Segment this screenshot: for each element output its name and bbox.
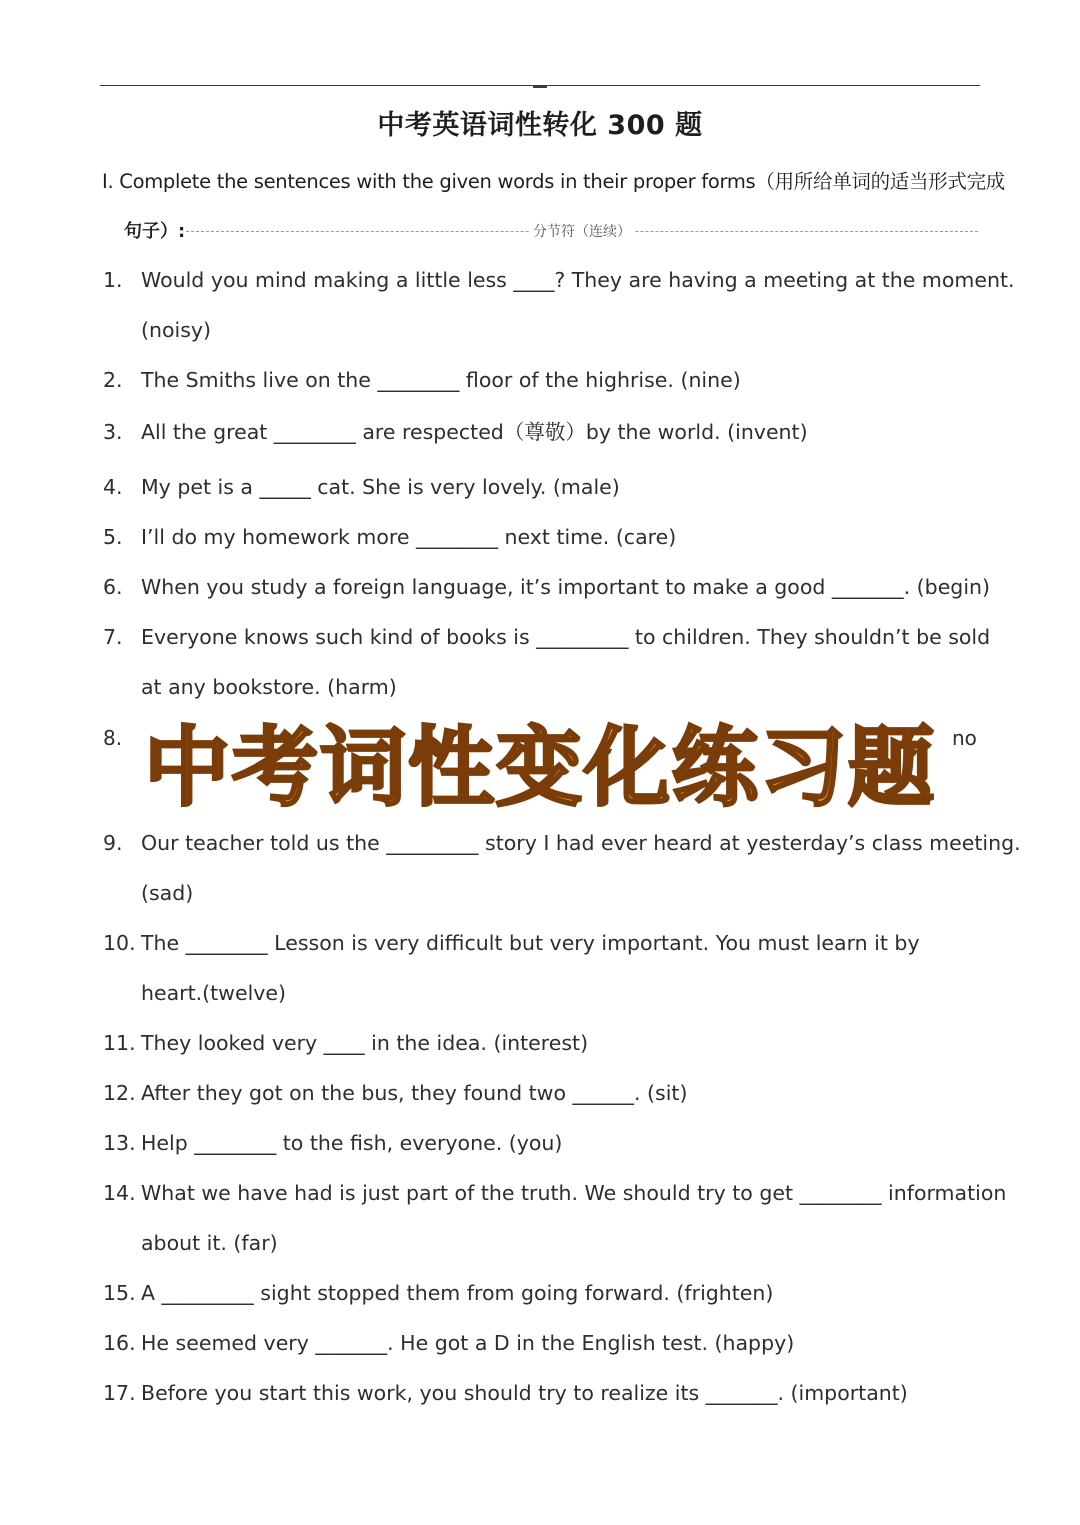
section-break-label: 分节符（连续） [530, 222, 634, 242]
item-number: 17. [103, 1381, 136, 1405]
item-number: 16. [103, 1331, 136, 1355]
instruction-line-2: 句子）: [124, 221, 186, 242]
item-text: (sad) [141, 881, 194, 905]
item-text: Everyone knows such kind of books is _________ to children. They shouldn’t be sold [141, 625, 991, 649]
item-text: What we have had is just part of the truth. We should try to get ________ information [141, 1181, 1007, 1205]
item-text: Our teacher told us the _________ story I had ever heard at yesterday’s class meeting. [141, 831, 1021, 855]
item-text: The ________ Lesson is very difficult but very important. You must learn it by [141, 931, 920, 955]
item-number: 15. [103, 1281, 136, 1305]
item-number: 10. [103, 931, 136, 955]
document-title: 中考英语词性转化 300 题 [377, 110, 703, 141]
item-number: 1. [103, 268, 123, 292]
section-break-marker [186, 222, 978, 244]
overlay-banner-title: 中考词性变化练习题 [144, 718, 936, 818]
item-text: I’ll do my homework more ________ next time. (care) [141, 525, 677, 549]
item-text: Before you start this work, you should try to realize its _______. (important) [141, 1381, 908, 1405]
item-text: When you study a foreign language, it’s important to make a good _______. (begin) [141, 575, 991, 599]
item-text: He seemed very _______. He got a D in the English test. (happy) [141, 1331, 795, 1355]
item-text: My pet is a _____ cat. She is very lovely. (male) [141, 475, 620, 499]
item-text: (noisy) [141, 318, 212, 342]
item-number: 11. [103, 1031, 136, 1055]
item-text: Help ________ to the fish, everyone. (you) [141, 1131, 563, 1155]
header-rule-mark [533, 85, 547, 88]
item-number: 12. [103, 1081, 136, 1105]
instruction-line-1: I. Complete the sentences with the given words in their proper forms（用所给单词的适当形式完成 [102, 170, 1005, 193]
item-text: about it. (far) [141, 1231, 278, 1255]
item-text-partial: no [952, 726, 977, 750]
item-number: 13. [103, 1131, 136, 1155]
item-number: 9. [103, 831, 123, 855]
item-text: After they got on the bus, they found two ______. (sit) [141, 1081, 688, 1105]
item-number: 3. [103, 420, 123, 444]
item-text: Would you mind making a little less ____? They are having a meeting at the moment. [141, 268, 1015, 292]
item-text: They looked very ____ in the idea. (interest) [141, 1031, 589, 1055]
item-text: A _________ sight stopped them from going forward. (frighten) [141, 1281, 774, 1305]
item-number: 14. [103, 1181, 136, 1205]
item-number: 8. [103, 726, 123, 750]
item-number: 4. [103, 475, 123, 499]
item-text: The Smiths live on the ________ floor of the highrise. (nine) [141, 368, 741, 392]
item-number: 7. [103, 625, 123, 649]
item-text: heart.(twelve) [141, 981, 287, 1005]
item-number: 2. [103, 368, 123, 392]
item-text: All the great ________ are respected（尊敬）by the world. (invent) [141, 420, 808, 444]
item-number: 6. [103, 575, 123, 599]
item-number: 5. [103, 525, 123, 549]
item-text: at any bookstore. (harm) [141, 675, 397, 699]
